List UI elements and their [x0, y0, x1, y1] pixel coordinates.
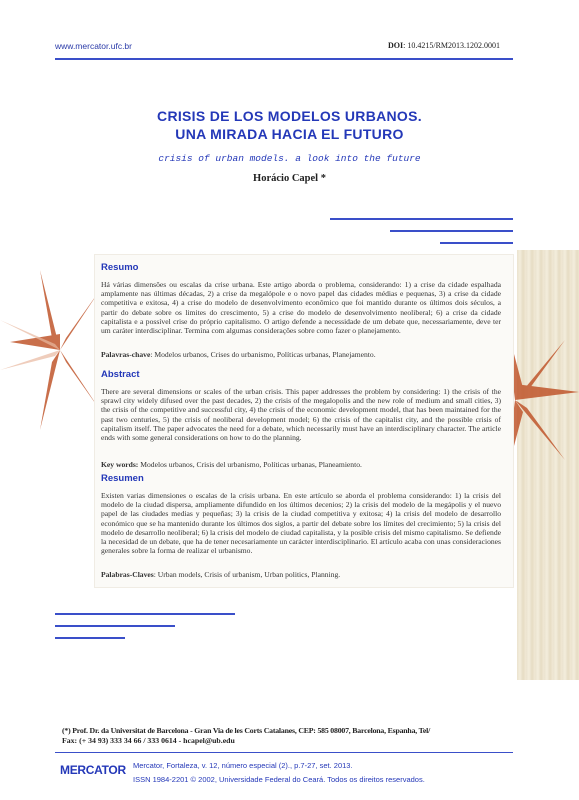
abstract-body: There are several dimensions or scales of the urban crisis. This paper addresses the problem by considering: 1) the crisis of the sprawl city widely difused over the past decades, 2) the crisis of the megalopolis and the new role of medium and small cities, 3) the crisis of the competitive and successful city, 4) the crisis of the economic development model, that has been maintained for the past two centuries, 5) the crisis of neoliberal development model; 6) the crisis of the capitalist city, and the possible crisis of capitalism itself. The paper advocates the need for a debate, which necessarily must have an interdisciplinary character. The article ends with some general considerations on how to do the planning.	[101, 387, 501, 443]
section-heading-resumen: Resumen	[101, 473, 144, 484]
title-line-2: UNA MIRADA HACIA EL FUTURO	[175, 126, 404, 142]
kw-label: Palabras-Claves	[101, 570, 154, 579]
kw-value: : Urban models, Crisis of urbanism, Urban politics, Planning.	[153, 570, 341, 579]
kw-label: Key words:	[101, 460, 139, 469]
kw-value: : Modelos urbanos, Crises do urbanismo, Políticas urbanas, Planejamento.	[150, 350, 376, 359]
doi-value: : 10.4215/RM2013.1202.0001	[403, 41, 501, 50]
compass-star-right-icon	[505, 310, 579, 490]
journal-url[interactable]: www.mercator.ufc.br	[55, 41, 132, 51]
abstract-keywords	[101, 460, 501, 469]
decor-rule	[390, 230, 513, 232]
section-heading-abstract: Abstract	[101, 369, 140, 380]
compass-star-left-icon	[0, 250, 100, 450]
decor-rule	[440, 242, 513, 244]
author-footnote	[62, 726, 522, 746]
footnote-line-1: (*) Prof. Dr. da Universitat de Barcelona - Gran Via de les Corts Catalanes, CEP: 585 08007, Barcelona, Espanha, Tel/	[62, 726, 431, 735]
resumen-body: Existen varias dimensiones o escalas de la crisis urbana. En este artículo se aborda el problema considerando: 1) la crisis del modelo de la ciudad dispersa, ampliamente difundido en los últimos decenios; 2) la crisis del modelo de la megápolis y el nuevo papel de las ciudades medias y pequeñas; 3) la crisis de la ciudad competitiva y exitosa; 4) la crisis del modelo de desarrollo económico que se ha mantenido durante los últimos dos siglos, a partir del debate sobre los límites del crecimiento; 5) la crisis del modelo de desarrollo neoliberal; 6) la crisis del modelo de ciudad capitalista, y la posible crisis del mismo capitalismo. Se defiende la necesidad de un debate, que ha de tener necesariamente un carácter interdisciplinario. El artículo acaba con unas consideraciones generales sobre la forma de realizar el urbanismo.	[101, 491, 501, 556]
mercator-logo: MERCATOR	[60, 763, 126, 777]
decor-rule	[330, 218, 513, 220]
title-line-1: CRISIS DE LOS MODELOS URBANOS.	[157, 108, 422, 124]
subtitle: crisis of urban models. a look into the future	[158, 153, 421, 164]
resumo-body: Há várias dimensões ou escalas da crise urbana. Este artigo aborda o problema, considerando: 1) a crise da cidade espalhada amplamente nas últimas décadas, 2) a crise da megalópole e o novo papel das cidades médias e pequenas, 3) a crise da cidade competitiva e exitosa, 4) a crise do modelo de desenvolvimento econômico que foi mantido durante os últimos dois séculos, a partir do debate sobre os limites do crescimento, 5) a crise do modelo de desenvolvimento neoliberal; 6) a crise da cidade capitalista e a possível crise do próprio capitalismo. O artigo defende a necessidade de um debate que, necessariamente, deve ter um caráter interdisciplinar. Termina com algumas considerações sobre como fazer o planejamento.	[101, 280, 501, 336]
doi-label: DOI	[388, 41, 404, 50]
kw-value: Modelos urbanos, Crisis del urbanismo, Políticas urbanas, Planeamiento.	[138, 460, 362, 469]
decor-rule	[55, 625, 175, 627]
resumen-keywords	[101, 570, 501, 579]
footer-rule	[55, 752, 513, 753]
publication-info: Mercator, Fortaleza, v. 12, número especial (2)., p.7-27, set. 2013.	[133, 761, 353, 770]
doi	[388, 41, 500, 50]
decor-rule	[55, 637, 125, 639]
decor-rule	[55, 613, 235, 615]
header-rule	[55, 58, 513, 60]
author: Horácio Capel *	[253, 173, 326, 184]
resumo-keywords	[101, 350, 501, 359]
footnote-line-2: Fax: (+ 34 93) 333 34 66 / 333 0614 - hcapel@ub.edu	[62, 736, 235, 745]
kw-label: Palavras-chave	[101, 350, 151, 359]
issn-copyright: ISSN 1984-2201 © 2002, Universidade Federal do Ceará. Todos os direitos reservados.	[133, 775, 425, 784]
section-heading-resumo: Resumo	[101, 262, 139, 273]
